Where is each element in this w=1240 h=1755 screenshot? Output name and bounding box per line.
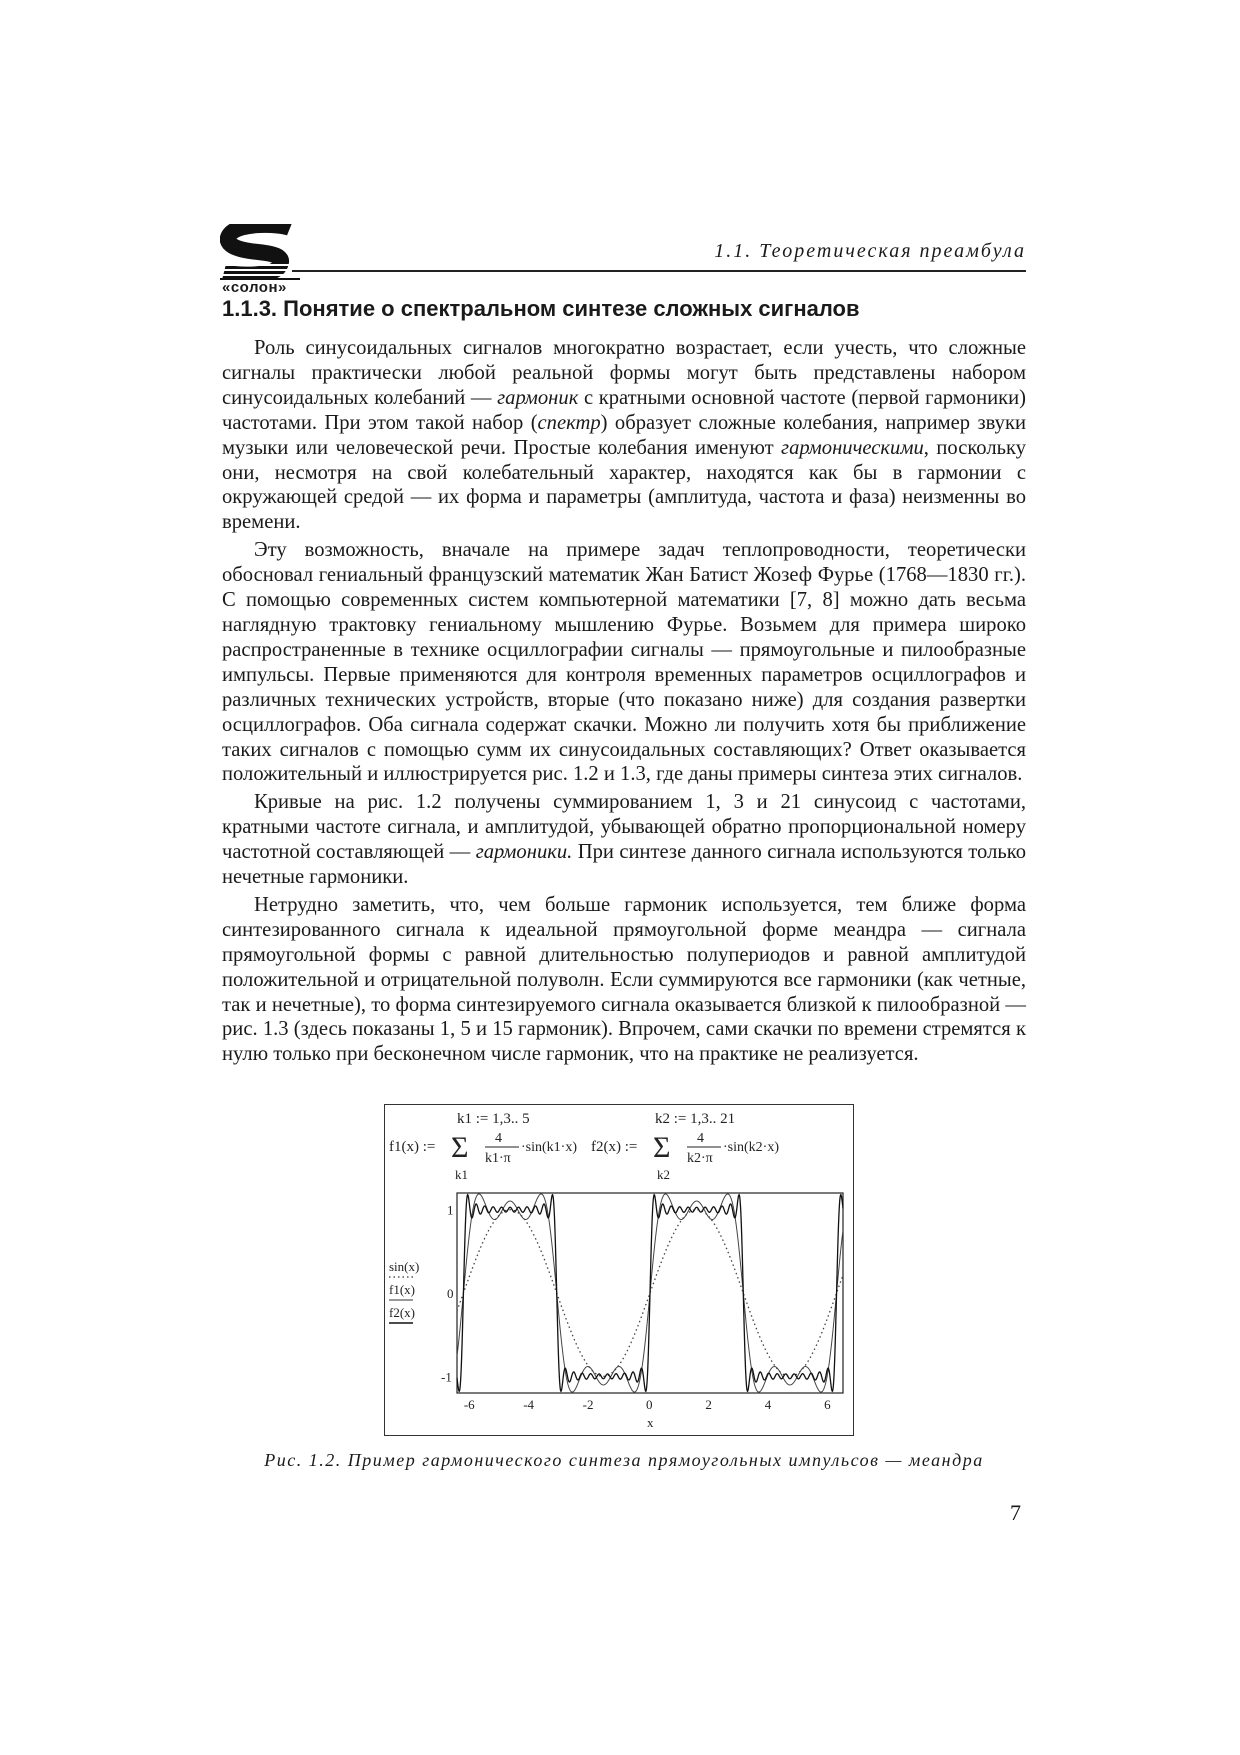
chart-series [457, 1194, 843, 1392]
x-tick-label: 4 [764, 1397, 772, 1412]
sigma-icon: Σ [653, 1131, 671, 1164]
formula-right-denominator: k2·π [687, 1151, 713, 1166]
text-run: Нетрудно заметить, что, чем больше гармоник используется, тем ближе форма синтезированного сигнала к идеальной прямоугольной форме меандра — сигнала прямоугольной формы с равной длительностью полупериодов и равной амплитудой положительной и отрицательной полуволн. Если суммируются все гармоники (как четные, так и нечетные), то форма синтезируемого сигнала оказывается близкой к пилообразной — рис. 1.3 (здесь показаны 1, 5 и 15 гармоник). Впрочем, сами скачки по времени стремятся к нулю только при бесконечном числе гармоник, что на практике не реализуется. [222, 893, 1026, 1066]
x-axis-label: x [647, 1415, 654, 1430]
running-title: 1.1. Теоретическая преамбула [714, 240, 1026, 262]
axis-ticks [441, 1203, 831, 1430]
text-run: ) образует сложные колебания, например звуки музыки или человеческой речи. Простые колебания именуют [222, 411, 1026, 459]
section-title: 1.1.3. Понятие о спектральном синтезе сложных сигналов [222, 296, 860, 321]
formula-right-term: ·sin(k2·x) [723, 1140, 779, 1155]
chart-legend [389, 1259, 419, 1323]
formula-left-lhs: f1(x) := [389, 1139, 436, 1155]
text-run: гармоники. [475, 841, 573, 864]
formula-left-denominator: k1·π [485, 1151, 511, 1166]
text-run: При синтезе данного сигнала используются только нечетные гармоники. [222, 841, 1026, 889]
x-tick-label: -2 [582, 1397, 594, 1412]
formula-left-index: k1 [455, 1167, 468, 1182]
y-tick-label: 0 [447, 1286, 454, 1301]
formula-left-term: ·sin(k1·x) [521, 1140, 577, 1155]
formula-left [389, 1111, 577, 1182]
text-run: спектр [537, 411, 601, 434]
formula-right [591, 1111, 779, 1182]
formula-left-range: k1 := 1,3.. 5 [457, 1111, 530, 1127]
x-tick-label: 6 [824, 1397, 831, 1412]
series-line-f2x [457, 1195, 843, 1392]
page-number: 7 [1010, 1500, 1021, 1525]
text-run: с кратными основной частоте (первой гармоники) частотами. При этом такой набор ( [222, 386, 1026, 434]
legend-f1: f1(x) [389, 1282, 415, 1297]
formula-right-numerator: 4 [697, 1131, 704, 1146]
sigma-icon: Σ [451, 1131, 469, 1164]
text-run: гармоническими [781, 436, 924, 459]
paragraph-2 [222, 538, 1026, 787]
x-tick-label: -4 [523, 1397, 535, 1412]
figure-box [384, 1104, 854, 1436]
text-run: Кривые на рис. 1.2 получены суммированием 1, 3 и 21 синусоид с частотами, кратными частоте сигнала, и амплитудой, убывающей обратно пропорциональной номеру частотной составляющей — [222, 791, 1026, 864]
y-tick-label: -1 [441, 1369, 452, 1385]
text-run: , поскольку они, несмотря на свой колебательный характер, находятся как бы в гармонии с окружающей средой — их форма и параметры (амплитуда, частота и фаза) неизменны во времени. [222, 436, 1026, 534]
legend-f2: f2(x) [389, 1305, 415, 1320]
formula-left-numerator: 4 [495, 1131, 502, 1146]
paragraph-3 [222, 790, 1026, 890]
formula-right-index: k2 [657, 1167, 670, 1182]
text-run: гармоник [497, 386, 579, 409]
header-rule [292, 270, 1026, 272]
figure-caption: Рис. 1.2. Пример гармонического синтеза прямоугольных импульсов — меандра [264, 1450, 984, 1470]
paragraph-4 [222, 893, 1026, 1067]
legend-sin: sin(x) [389, 1259, 420, 1274]
figure-svg [385, 1105, 855, 1437]
y-tick-label: 1 [447, 1202, 454, 1218]
x-tick-label: 2 [705, 1397, 712, 1412]
formula-right-lhs: f2(x) := [591, 1139, 638, 1155]
x-tick-label: 0 [646, 1397, 653, 1412]
paragraph-1 [222, 336, 1026, 535]
formula-right-range: k2 := 1,3.. 21 [655, 1111, 736, 1127]
text-run: Роль синусоидальных сигналов многократно возрастает, если учесть, что сложные сигналы практически любой реальной формы могут быть представлены набором синусоидальных колебаний — [222, 337, 1026, 409]
x-tick-label: -6 [463, 1397, 475, 1412]
text-run: Эту возможность, вначале на примере задач теплопроводности, теоретически обосновал гениальный французский математик Жан Батист Жозеф Фурье (1768—1830 гг.). С помощью современных систем компьютерной математики [7, 8] можно дать весьма наглядную трактовку гениальному мышлению Фурье. Возьмем для примера широко распространенные в технике осциллографии сигналы — прямоугольные и пилообразные импульсы. Первые применяются для контроля временных параметров осциллографов и различных технических устройств, вторые (что показано ниже) для создания развертки осциллографов. Оба сигнала содержат скачки. Можно ли получить хотя бы приближение таких сигналов с помощью сумм их синусоидальных составляющих? Ответ оказывается положительный и иллюстрируется рис. 1.2 и 1.3, где даны примеры синтеза этих сигналов. [222, 539, 1026, 786]
publisher-logo-text: «солон» [222, 279, 287, 296]
body-text [222, 336, 1026, 1070]
